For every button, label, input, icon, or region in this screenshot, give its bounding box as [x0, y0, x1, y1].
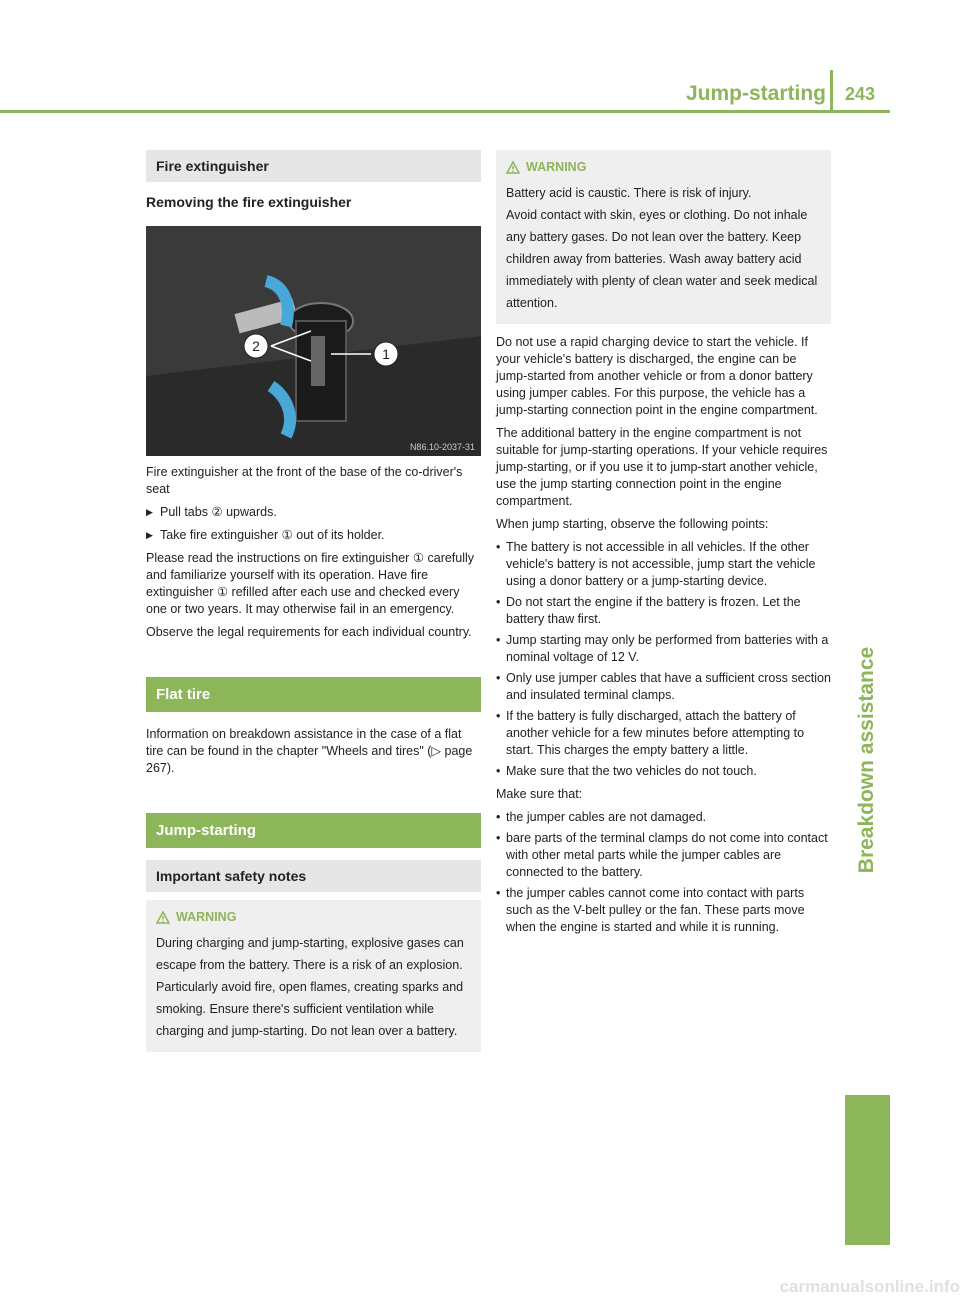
list-item: • the jumper cables are not damaged.	[496, 809, 831, 826]
jump-points-list	[496, 539, 831, 780]
header-separator	[830, 70, 833, 112]
jump-para-4: Make sure that:	[496, 787, 583, 801]
warning-label: WARNING	[176, 910, 237, 924]
list-item: • The battery is not accessible in all vehicles. If the other vehicle's battery is not accessible, jump start the vehicle using a donor battery or a jump-starting device.	[496, 539, 831, 590]
photo-label-1: 1	[382, 346, 390, 362]
flat-tire-text: Information on breakdown assistance in the case of a flat tire can be found in the chapter "Wheels and tires" (▷ page 267).	[146, 727, 473, 775]
list-item: • Only use jumper cables that have a sufficient cross section and insulated terminal clamps.	[496, 670, 831, 704]
warning-text-1: During charging and jump-starting, explosive gases can escape from the battery. There is a risk of an explosion.	[156, 936, 464, 972]
flat-tire-heading: Flat tire	[146, 677, 481, 712]
acid-warning-text-1: Battery acid is caustic. There is risk of injury.	[506, 186, 752, 200]
fire-extinguisher-subheading: Removing the fire extinguisher	[146, 194, 352, 210]
fire-para-2: Observe the legal requirements for each individual country.	[146, 625, 472, 639]
warning-label: WARNING	[526, 160, 587, 174]
photo-illustration	[146, 226, 481, 456]
photo-caption: Fire extinguisher at the front of the base of the co-driver's seat	[146, 465, 463, 496]
side-tab-label: Breakdown assistance	[855, 646, 878, 874]
step-2: ▶ Take fire extinguisher ① out of its holder.	[146, 527, 481, 544]
warning-triangle-icon	[506, 161, 520, 174]
warning-triangle-icon	[156, 911, 170, 924]
fire-extinguisher-photo	[146, 226, 481, 456]
warning-text-2: Particularly avoid fire, open flames, creating sparks and smoking. Ensure there's sufficient ventilation while charging and jump-starting. Do not lean over a battery.	[156, 980, 464, 1038]
list-item: • Make sure that the two vehicles do not touch.	[496, 763, 831, 780]
right-column	[496, 150, 831, 942]
fire-para-1: Please read the instructions on fire extinguisher ① carefully and familiarize yourself with its operation. Have fire extinguisher ① refilled after each use and checked every one or two years. It may otherwise fail in an emergency.	[146, 551, 475, 616]
step-1: ▶ Pull tabs ② upwards.	[146, 504, 481, 521]
running-header-title: Jump-starting	[685, 82, 826, 105]
left-column	[146, 150, 481, 1062]
watermark: carmanualsonline.info	[779, 1277, 960, 1296]
side-tab-marker	[845, 1095, 890, 1245]
list-item: • If the battery is fully discharged, attach the battery of another vehicle for a few minutes before attempting to start. This charges the empty battery a little.	[496, 708, 831, 759]
photo-code: N86.10-2037-31	[409, 442, 475, 452]
jump-para-2: The additional battery in the engine compartment is not suitable for jump-starting operations. If your vehicle requires jump-starting, or if you use it to jump-start another vehicle, use the jump starting connection point in the engine compartment.	[496, 426, 828, 508]
list-item: • bare parts of the terminal clamps do not come into contact with other metal parts while the jumper cables are connected to the battery.	[496, 830, 831, 881]
list-item: • the jumper cables cannot come into contact with parts such as the V-belt pulley or the fan. These parts move when the engine is started and while it is running.	[496, 885, 831, 936]
warning-box-acid	[496, 150, 831, 324]
page-number: 243	[845, 84, 876, 104]
photo-label-2: 2	[252, 338, 260, 354]
make-sure-list	[496, 809, 831, 936]
safety-notes-heading: Important safety notes	[146, 860, 481, 892]
warning-box-explosion	[146, 900, 481, 1052]
jump-para-1: Do not use a rapid charging device to start the vehicle. If your vehicle's battery is discharged, the engine can be jump-started from another vehicle or from a donor battery using jumper cables. For this purpose, the vehicle has a jump-starting connection point in the engine compartment.	[496, 335, 818, 417]
acid-warning-text-2: Avoid contact with skin, eyes or clothing. Do not inhale any battery gases. Do not lean over the battery. Keep children away from batteries. Wash away battery acid immediately with plenty of clean water and seek medical attention.	[506, 208, 818, 310]
warning-title	[506, 160, 821, 174]
jump-starting-heading: Jump-starting	[146, 813, 481, 848]
fire-extinguisher-heading: Fire extinguisher	[146, 150, 481, 182]
list-item: • Do not start the engine if the battery is frozen. Let the battery thaw first.	[496, 594, 831, 628]
side-tab	[845, 440, 890, 1080]
header-rule	[0, 110, 890, 113]
warning-title	[156, 910, 471, 924]
jump-para-3: When jump starting, observe the following points:	[496, 517, 769, 531]
list-item: • Jump starting may only be performed from batteries with a nominal voltage of 12 V.	[496, 632, 831, 666]
